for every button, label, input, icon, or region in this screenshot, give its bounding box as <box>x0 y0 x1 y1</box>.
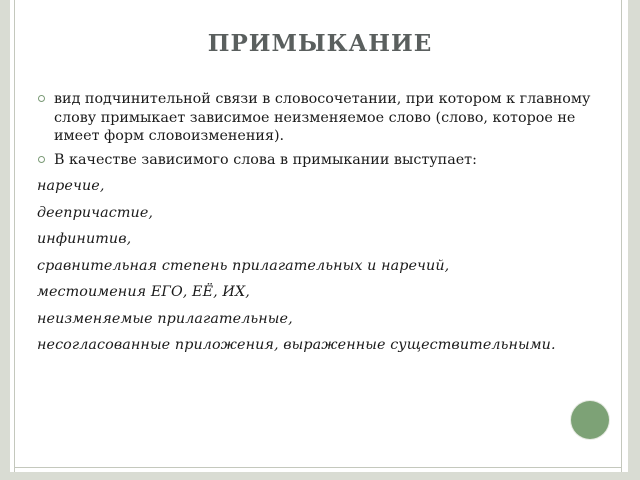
bullet-dependent-words <box>37 151 597 170</box>
list-item-gerund: деепричастие, <box>37 204 154 221</box>
frame-inner-line-right <box>621 0 622 472</box>
slide-title: ПРИМЫКАНИЕ <box>207 30 433 57</box>
slide-content <box>37 90 597 363</box>
list-item-appositions: несогласованные приложения, выраженные существительными. <box>37 337 556 353</box>
bullet-text: вид подчинительной связи в словосочетании, при котором к главному слову примыкает зависимое неизменяемое слово (слово, которое не имеет форм словоизменения). <box>54 91 591 144</box>
decorative-circle <box>571 401 609 439</box>
frame-right-border <box>628 0 640 480</box>
frame-bottom-border <box>0 472 640 480</box>
list-item-pronouns: местоимения ЕГО, ЕЁ, ИХ, <box>37 284 250 300</box>
bullet-text: В качестве зависимого слова в примыкании выступает: <box>54 151 477 168</box>
list-item-infinitive: инфинитив, <box>37 231 132 247</box>
bullet-circle-icon <box>38 156 45 163</box>
frame-left-border <box>0 0 10 480</box>
list-item-adverb: наречие, <box>37 178 105 194</box>
list-item-indeclinable-adjectives: неизменяемые прилагательные, <box>37 310 293 327</box>
frame-inner-line-left <box>14 0 15 472</box>
list-item-comparative: сравнительная степень прилагательных и наречий, <box>37 257 450 274</box>
bullet-circle-icon <box>38 95 45 102</box>
bullet-definition <box>37 90 597 146</box>
frame-inner-line-bottom <box>14 467 622 468</box>
